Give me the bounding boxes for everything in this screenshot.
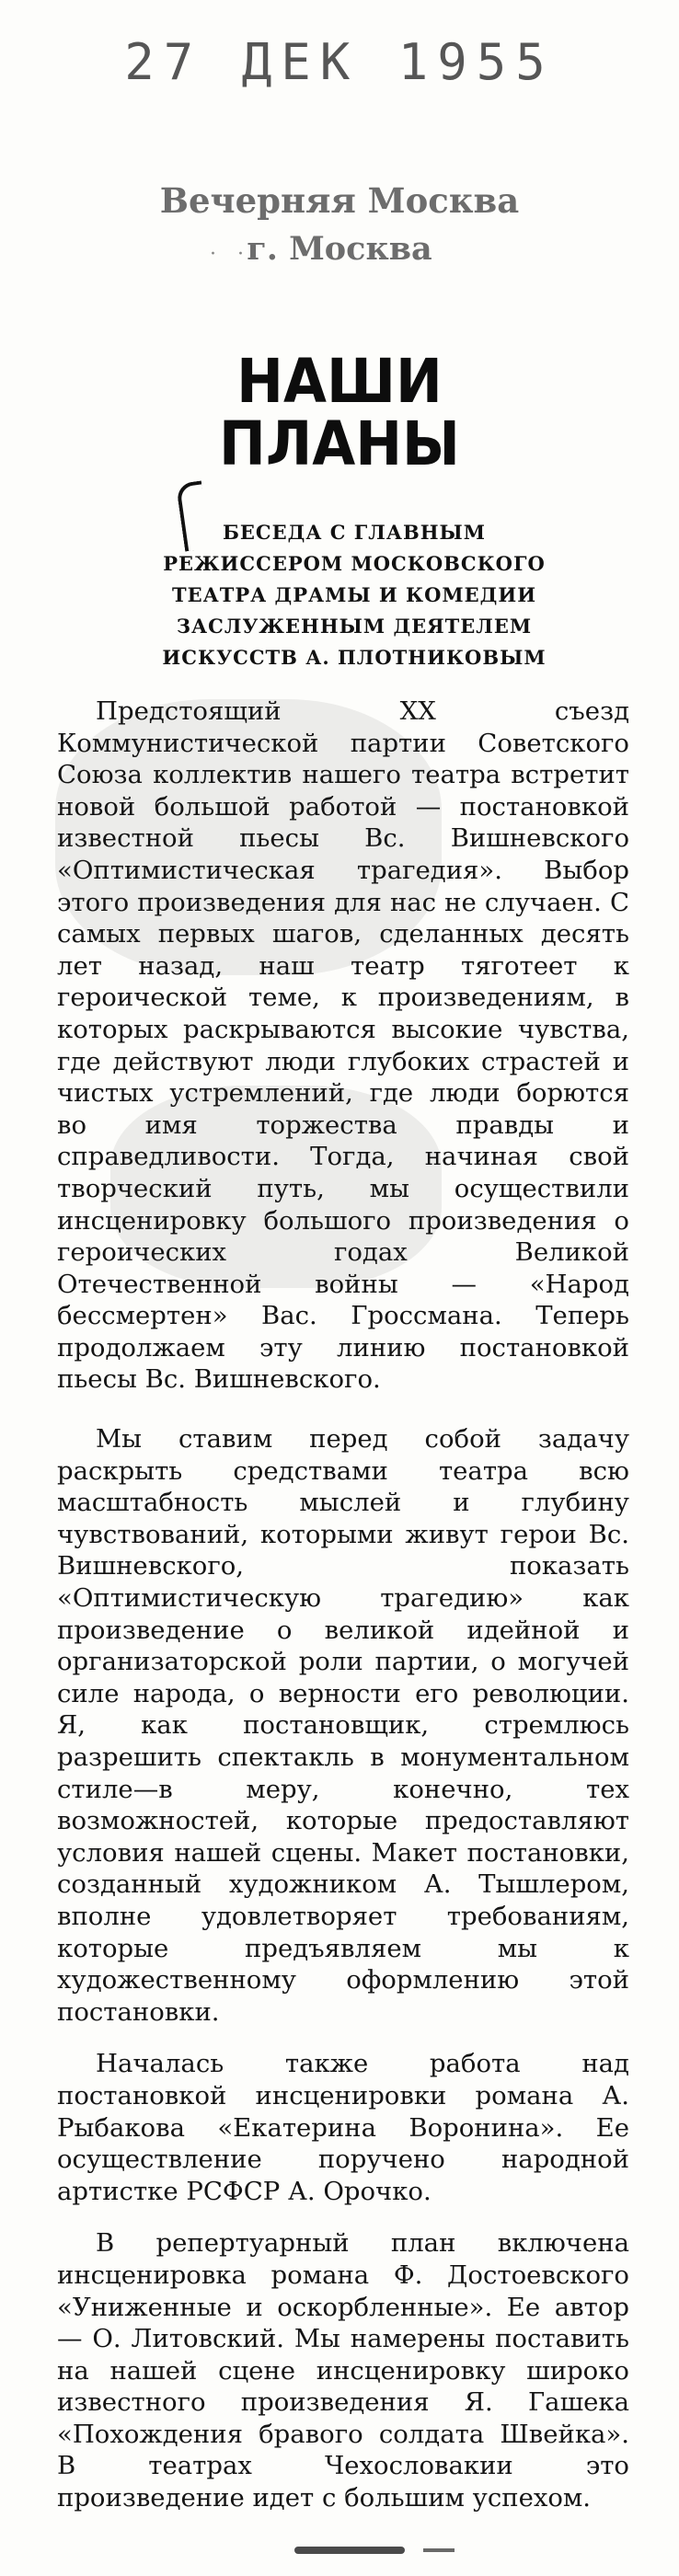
stamp-dots: · · (210, 243, 251, 266)
article-paragraph: Предстоящий XX съезд Коммунистической партии Советского Союза коллектив нашего театра встретит новой большой работой — постановкой известной пьесы Вс. Вишневского «Оптимистическая трагедия». Выбор этого произведения для нас не случаен. С самых первых шагов, сделанных десять лет назад, наш театр тяготеет к героической теме, к произведениям, в которых раскрываются высокие чувства, где действуют люди глубоких страстей и чистых устремлений, где люди борются во имя торжества правды и справедливости. Тогда, начиная свой творческий путь, мы осуществили инсценировку большого произведения о героических годах Великой Отечественной войны — «Народ бессмертен» Вас. Гроссмана. Теперь продолжаем эту линию постановкой пьесы Вс. Вишневского. (57, 696, 629, 1395)
closing-rule-tail (423, 2548, 455, 2552)
city-stamp: г. Москва (247, 230, 432, 268)
article-paragraph: Мы ставим перед собой задачу раскрыть средствами театра всю масштабность мыслей и глубину чувствований, которыми живут герои Вс. Вишневского, показать «Оптимистическую трагедию» как произведение о великой идейной и организаторской роли партии, о могучей силе народа, о верности его революции. Я, как постановщик, стремлюсь разрешить спектакль в монументальном стиле—в меру, конечно, тех возможностей, которые предоставляют условия нашей сцены. Макет постановки, созданный художником А. Тышлером, вполне удовлетворяет требованиям, которые предъявляем мы к художественному оформлению этой постановки. (57, 1424, 629, 2027)
article-subtitle: БЕСЕДА С ГЛАВНЫМ РЕЖИССЕРОМ МОСКОВСКОГО ТЕАТРА ДРАМЫ И КОМЕДИИ ЗАСЛУЖЕННЫМ ДЕЯТЕЛЕМ ИСКУССТВ А. ПЛОТНИКОВЫМ (162, 521, 547, 669)
headline-line-2: ПЛАНЫ (219, 408, 460, 479)
headline-line-1: НАШИ (236, 346, 443, 417)
article-paragraph: Началась также работа над постановкой инсценировки романа А. Рыбакова «Екатерина Воронина». Ее осуществление поручено народной артистке РСФСР А. Орочко. (57, 2049, 629, 2206)
date-stamp: 27 ДЕК 1955 (124, 33, 555, 91)
newspaper-name-stamp: Вечерняя Москва (159, 180, 520, 221)
closing-rule (294, 2547, 405, 2554)
article-paragraph: В репертуарный план включена инсценировка романа Ф. Достоевского «Униженные и оскорбленные». Ее автор — О. Литовский. Мы намерены поставить на нашей сцене инсценировку широко известного произведения Я. Гашека «Похождения бравого солдата Швейка». В театрах Чехословакии это произведение идет с большим успехом. (57, 2228, 629, 2513)
article-body (57, 696, 629, 2514)
